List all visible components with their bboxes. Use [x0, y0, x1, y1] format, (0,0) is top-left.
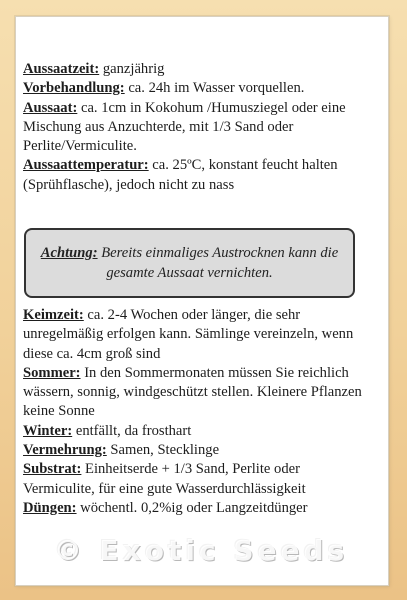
- sowing-time: [23, 60, 375, 79]
- sowing-temperature: [23, 156, 375, 195]
- fertilizing: [23, 499, 375, 518]
- warning-label: Achtung:: [40, 245, 98, 261]
- sowing-label: Aussaat:: [23, 99, 78, 116]
- summer-care: [23, 364, 375, 422]
- germination-time-label: Keimzeit:: [23, 307, 84, 323]
- substrate-text: Einheitserde + 1/3 Sand, Perlite oder Vermiculite, für eine gute Wasserdurchlässigkeit: [23, 461, 306, 497]
- instruction-section: [23, 60, 375, 195]
- sowing-time-text: ganzjährig: [99, 61, 165, 77]
- fertilizing-text: wöchentl. 0,2%ig oder Langzeitdünger: [76, 499, 308, 516]
- winter-care-text: entfällt, da frosthart: [72, 422, 192, 439]
- details-section: [23, 306, 375, 518]
- propagation-text: Samen, Stecklinge: [106, 442, 220, 459]
- sowing-time-label: Aussaatzeit:: [23, 61, 100, 77]
- pretreatment-label: Vorbehandlung:: [23, 80, 125, 97]
- copyright-watermark: © Exotic Seeds: [53, 533, 349, 567]
- sowing-temperature-label: Aussaattemperatur:: [23, 157, 149, 174]
- sowing-temperature-text: ca. 25ºC, konstant feucht halten (Sprühflasche), jedoch nicht zu nass: [23, 157, 338, 193]
- germination-time-text: ca. 2-4 Wochen oder länger, die sehr unregelmäßig erfolgen kann. Sämlinge vereinzeln, wenn diese ca. 4cm groß sind: [23, 307, 354, 362]
- summer-care-text: In den Sommermonaten müssen Sie reichlich wässern, sonnig, windgeschützt stellen. Kleinere Pflanzen keine Sonne: [23, 364, 362, 420]
- summer-care-label: Sommer:: [23, 364, 81, 381]
- sowing-text: ca. 1cm in Kokohum /Humusziegel oder eine Mischung aus Anzuchterde, mit 1/3 Sand oder Perlite/Vermiculite.: [23, 99, 346, 155]
- warning-text: Bereits einmaliges Austrocknen kann die gesamte Aussaat vernichten.: [97, 245, 339, 281]
- warning-message: [34, 243, 345, 283]
- substrate: [23, 460, 375, 499]
- fertilizing-label: Düngen:: [23, 499, 77, 516]
- pretreatment: [23, 79, 375, 98]
- germination-time: [23, 306, 375, 364]
- propagation-label: Vermehrung:: [23, 442, 107, 459]
- pretreatment-text: ca. 24h im Wasser vorquellen.: [124, 80, 305, 97]
- warning-box: [24, 228, 355, 298]
- propagation: [23, 441, 375, 460]
- sowing: [23, 99, 375, 157]
- winter-care-label: Winter:: [23, 422, 73, 439]
- substrate-label: Substrat:: [23, 461, 82, 478]
- winter-care: [23, 422, 375, 441]
